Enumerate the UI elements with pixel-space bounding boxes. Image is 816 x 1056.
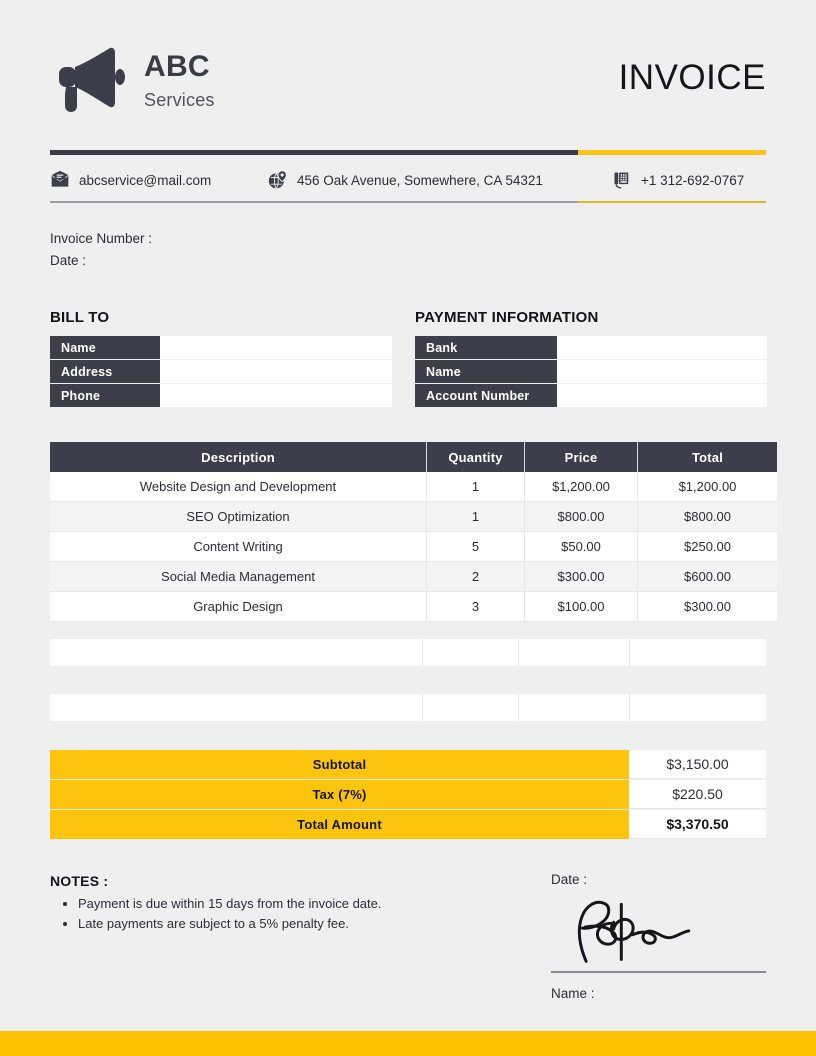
- cell-quantity: 2: [427, 562, 525, 592]
- subtotal-value: $3,150.00: [629, 750, 766, 779]
- subtotal-row: [50, 750, 766, 779]
- signature-line: [551, 971, 766, 973]
- header-price: Price: [525, 442, 638, 472]
- contact-email[interactable]: [50, 170, 211, 190]
- cell-total: $300.00: [638, 592, 778, 622]
- total-amount-label: Total Amount: [50, 810, 629, 839]
- list-item: • Payment is due within 15 days from the invoice date.: [78, 894, 470, 914]
- list-item: • Late payments are subject to a 5% penalty fee.: [78, 914, 470, 934]
- bill-to-name-label: Name: [50, 336, 160, 359]
- empty-cell-total[interactable]: [630, 639, 766, 666]
- empty-cell-description[interactable]: [50, 639, 423, 666]
- empty-cell-price[interactable]: [519, 694, 630, 721]
- subtotal-label: Subtotal: [50, 750, 629, 779]
- header-description: Description: [50, 442, 427, 472]
- contact-email-text: abcservice@mail.com: [79, 172, 212, 188]
- empty-line-item-row[interactable]: [50, 639, 766, 666]
- divider-dark-segment-bottom: [50, 201, 578, 203]
- contact-address-text: 456 Oak Avenue, Somewhere, CA 54321: [297, 172, 543, 188]
- bill-to-phone-label: Phone: [50, 384, 160, 407]
- header-quantity: Quantity: [427, 442, 525, 472]
- payment-name-label: Name: [415, 360, 557, 383]
- tax-row: [50, 780, 766, 809]
- cell-price: $50.00: [525, 532, 638, 562]
- tax-value: $220.50: [629, 780, 766, 809]
- invoice-number-label: Invoice Number :: [50, 231, 153, 246]
- handwritten-signature: [551, 891, 755, 967]
- contact-address: [268, 170, 543, 190]
- table-row: [415, 336, 767, 359]
- brand-block: [50, 44, 215, 116]
- cell-quantity: 1: [427, 502, 525, 532]
- table-row: [50, 336, 392, 359]
- megaphone-icon: [50, 44, 128, 116]
- notes-list: [50, 894, 470, 934]
- notes-title: NOTES :: [50, 873, 109, 889]
- brand-name: ABC: [144, 49, 210, 83]
- table-row: [415, 384, 767, 407]
- payment-bank-label: Bank: [415, 336, 557, 359]
- empty-line-item-row[interactable]: [50, 694, 766, 721]
- table-row: [50, 592, 777, 622]
- header-divider-bottom: [50, 201, 766, 203]
- cell-description: Website Design and Development: [50, 472, 427, 502]
- header-divider-top: [50, 150, 766, 155]
- payment-account-number-label: Account Number: [415, 384, 557, 407]
- payment-information-table: [415, 335, 767, 408]
- cell-quantity: 3: [427, 592, 525, 622]
- envelope-mail-icon: [50, 170, 70, 190]
- cell-quantity: 5: [427, 532, 525, 562]
- empty-cell-price[interactable]: [519, 639, 630, 666]
- payment-account-number-value[interactable]: [557, 384, 767, 407]
- contact-phone-text: +1 312-692-0767: [641, 172, 745, 188]
- line-items-table: [50, 442, 777, 622]
- cell-description: Content Writing: [50, 532, 427, 562]
- divider-gold-segment: [578, 150, 766, 155]
- signature-block: [551, 872, 766, 1001]
- cell-price: $1,200.00: [525, 472, 638, 502]
- contact-bar: [50, 160, 766, 200]
- signature-name-label: Name :: [551, 986, 595, 1001]
- bill-to-phone-value[interactable]: [160, 384, 392, 407]
- bill-to-name-value[interactable]: [160, 336, 392, 359]
- cell-price: $800.00: [525, 502, 638, 532]
- cell-price: $100.00: [525, 592, 638, 622]
- table-row: [50, 532, 777, 562]
- cell-total: $600.00: [638, 562, 778, 592]
- payment-information-block: [415, 309, 767, 408]
- table-row: [415, 360, 767, 383]
- totals-block: [50, 750, 766, 840]
- empty-cell-quantity[interactable]: [423, 694, 519, 721]
- divider-dark-segment: [50, 150, 578, 155]
- bill-to-block: [50, 309, 392, 408]
- table-row: [50, 472, 777, 502]
- footer-accent-bar: [0, 1031, 816, 1056]
- invoice-header: [50, 44, 766, 128]
- total-amount-value: $3,370.50: [629, 810, 766, 839]
- total-amount-row: [50, 810, 766, 839]
- table-row: [50, 360, 392, 383]
- divider-gold-segment-bottom: [578, 201, 766, 203]
- empty-cell-quantity[interactable]: [423, 639, 519, 666]
- bill-to-title: BILL TO: [50, 309, 110, 326]
- payment-name-value[interactable]: [557, 360, 767, 383]
- cell-total: $800.00: [638, 502, 778, 532]
- invoice-date-label: Date :: [50, 253, 87, 268]
- invoice-meta: [50, 228, 152, 272]
- brand-text: [144, 49, 215, 110]
- cell-description: Social Media Management: [50, 562, 427, 592]
- cell-price: $300.00: [525, 562, 638, 592]
- cell-description: SEO Optimization: [50, 502, 427, 532]
- table-row: [50, 562, 777, 592]
- cell-quantity: 1: [427, 472, 525, 502]
- table-header-row: [50, 442, 777, 472]
- notes-block: [50, 873, 470, 934]
- signature-date-label: Date :: [551, 872, 588, 887]
- cell-total: $250.00: [638, 532, 778, 562]
- desk-telephone-icon: [612, 170, 632, 190]
- table-row: [50, 502, 777, 532]
- globe-location-pin-icon: [268, 170, 288, 190]
- table-row: [50, 384, 392, 407]
- header-total: Total: [638, 442, 778, 472]
- bill-to-address-value[interactable]: [160, 360, 392, 383]
- page-title: INVOICE: [618, 58, 766, 97]
- brand-subtitle: Services: [144, 89, 215, 110]
- cell-description: Graphic Design: [50, 592, 427, 622]
- empty-cell-description[interactable]: [50, 694, 423, 721]
- payment-information-title: PAYMENT INFORMATION: [415, 309, 599, 326]
- tax-label: Tax (7%): [50, 780, 629, 809]
- bill-to-table: [50, 335, 392, 408]
- bill-to-address-label: Address: [50, 360, 160, 383]
- cell-total: $1,200.00: [638, 472, 778, 502]
- empty-cell-total[interactable]: [630, 694, 766, 721]
- contact-phone[interactable]: [612, 170, 744, 190]
- payment-bank-value[interactable]: [557, 336, 767, 359]
